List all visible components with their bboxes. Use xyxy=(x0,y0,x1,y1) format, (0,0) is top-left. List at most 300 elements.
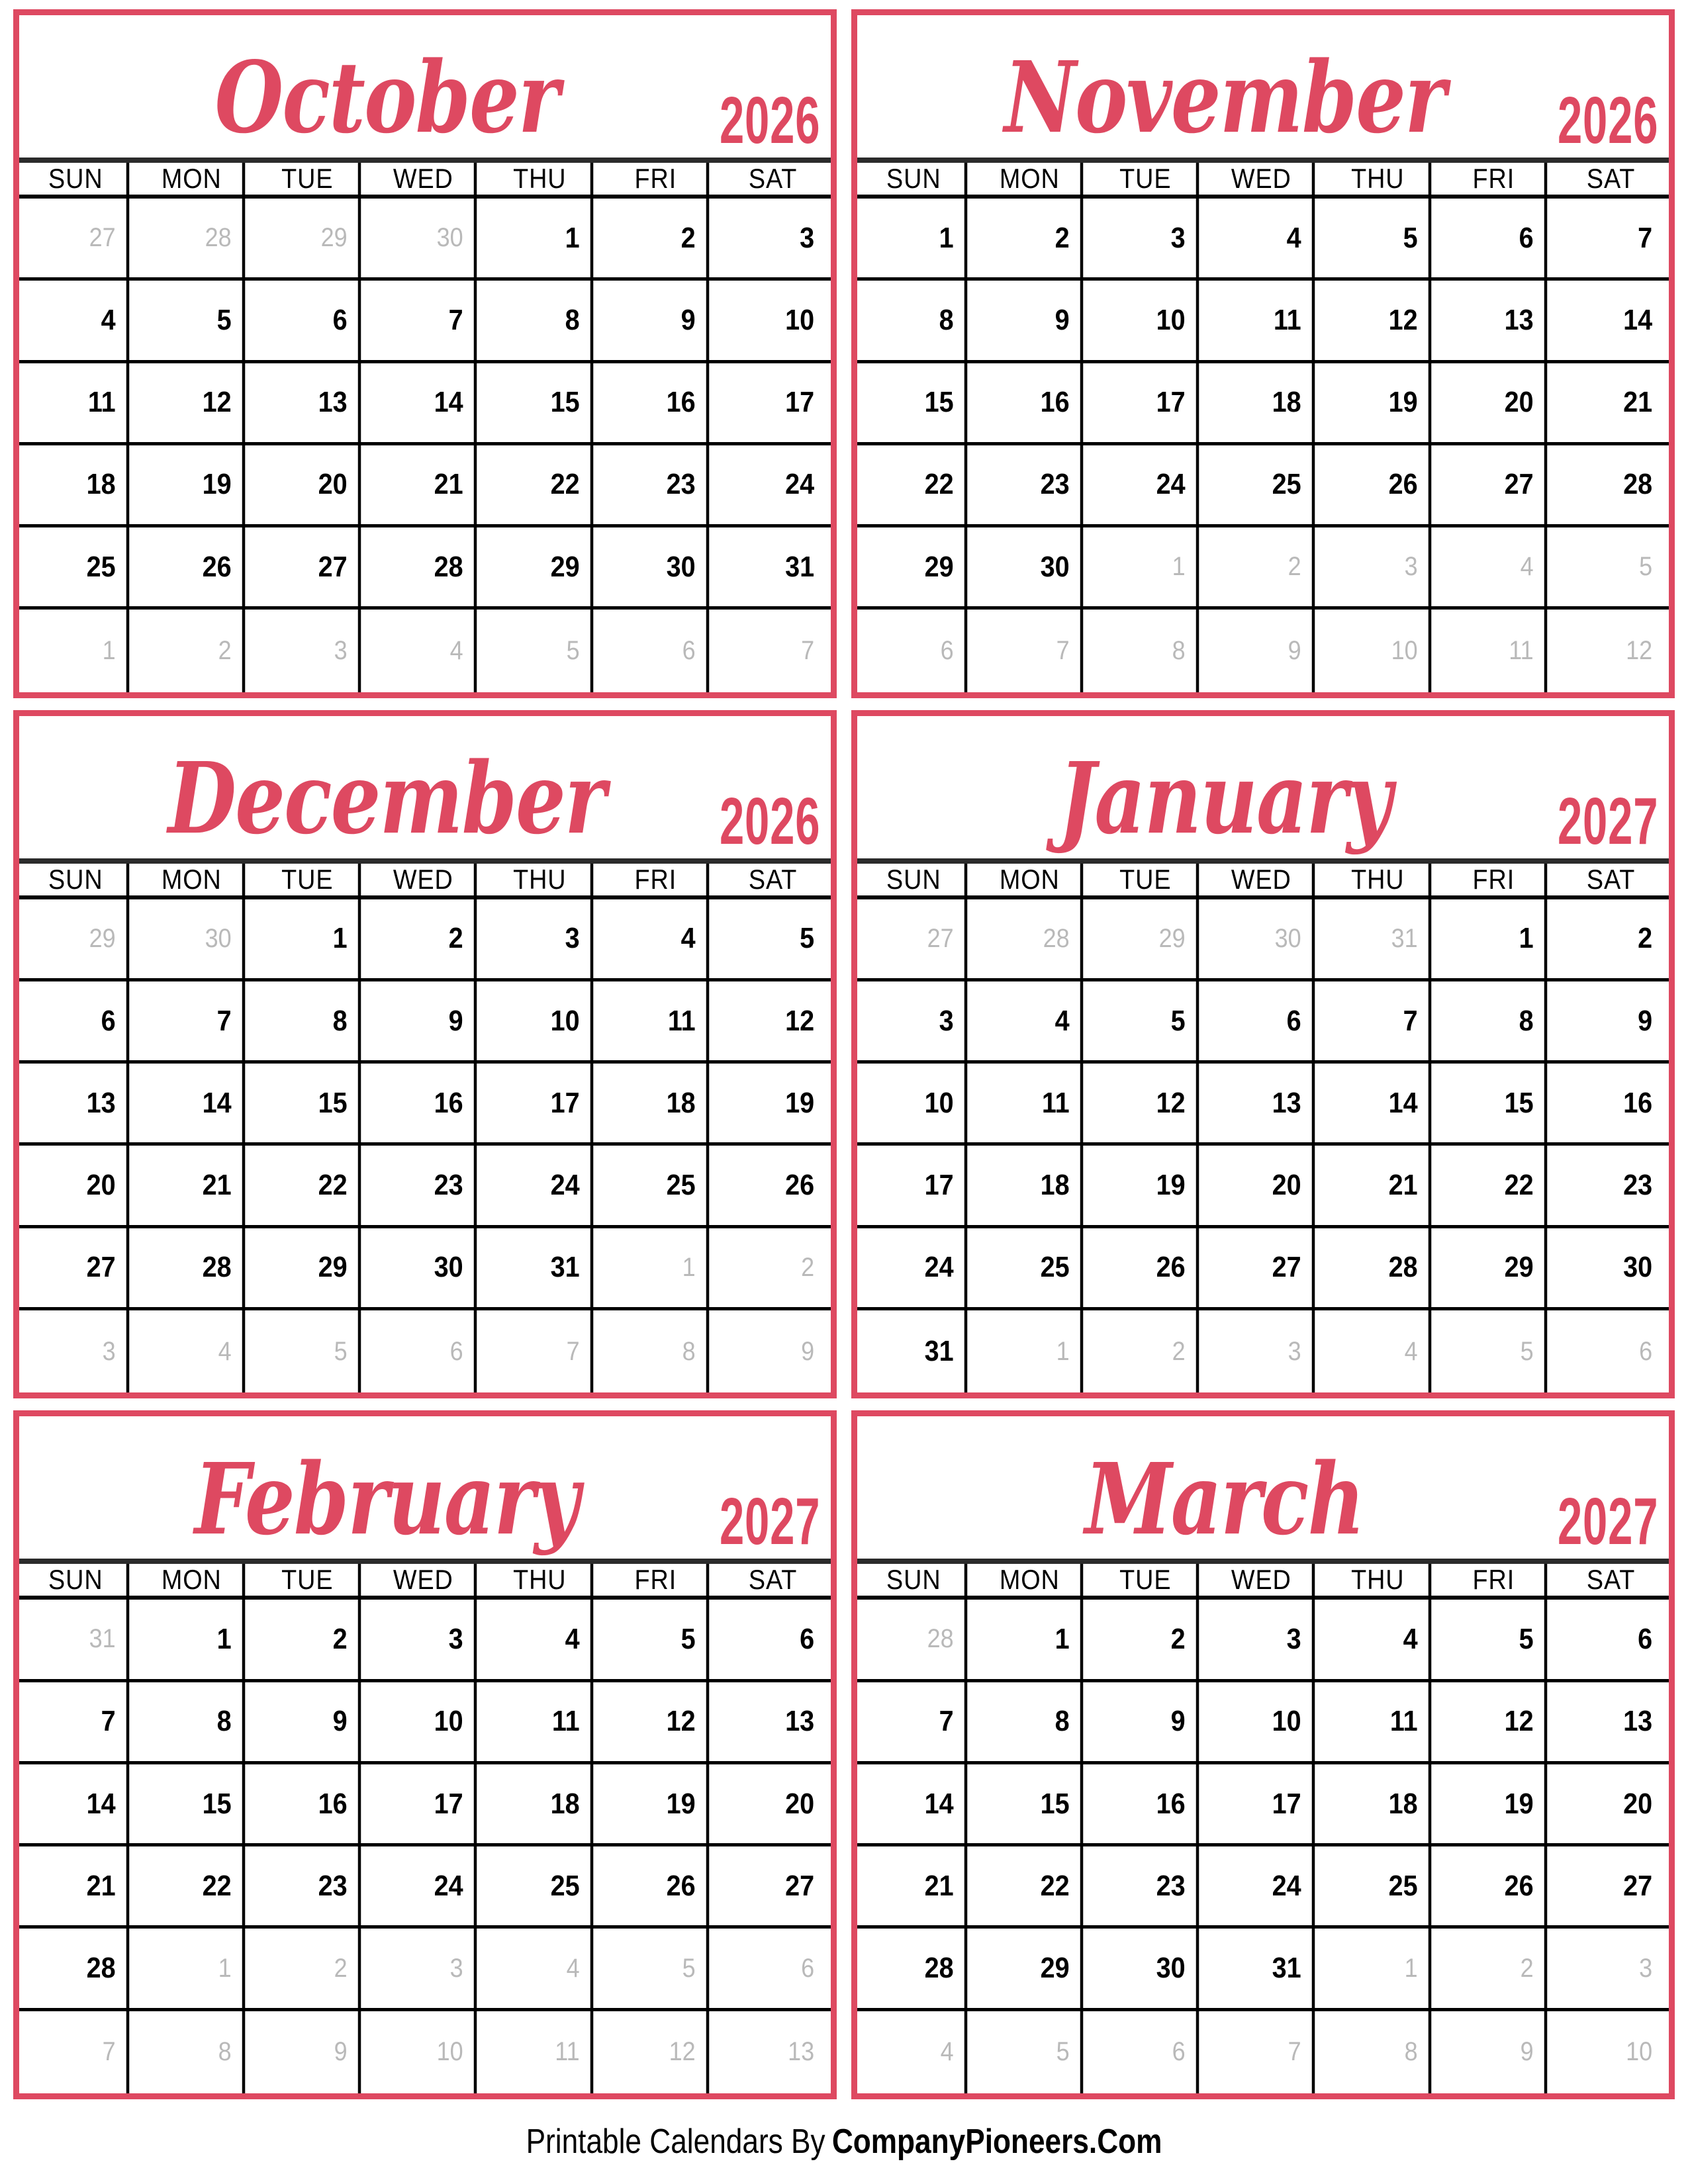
adjacent-month-day-cell[interactable]: 2 xyxy=(1095,1310,1199,1392)
day-cell[interactable]: 9 xyxy=(979,281,1084,359)
day-cell[interactable]: 15 xyxy=(1442,1064,1547,1142)
day-cell[interactable]: 24 xyxy=(1095,445,1199,524)
adjacent-month-day-cell[interactable]: 31 xyxy=(1327,899,1431,978)
day-cell[interactable]: 16 xyxy=(604,363,709,442)
week-row xyxy=(19,1310,831,1392)
adjacent-month-day-cell[interactable]: 4 xyxy=(1327,1310,1431,1392)
week-row xyxy=(857,981,1669,1064)
adjacent-month-day-cell[interactable]: 6 xyxy=(373,1310,477,1392)
adjacent-month-day-cell[interactable]: 2 xyxy=(1211,527,1315,606)
adjacent-month-day-cell[interactable]: 6 xyxy=(604,610,709,692)
day-cell[interactable]: 27 xyxy=(1211,1228,1315,1307)
weekday-header-cell: FRI xyxy=(604,1564,709,1596)
day-cell[interactable]: 7 xyxy=(1637,221,1653,254)
day-cell[interactable]: 4 xyxy=(489,1600,593,1678)
day-cell[interactable]: 28 xyxy=(373,527,477,606)
adjacent-month-day-cell[interactable]: 31 xyxy=(25,1600,130,1678)
day-cell[interactable]: 17 xyxy=(489,1064,593,1142)
week-row xyxy=(19,1682,831,1764)
day-cell[interactable]: 3 xyxy=(373,1600,477,1678)
month-name-title: December xyxy=(168,741,605,857)
adjacent-month-day-cell[interactable]: 8 xyxy=(1327,2011,1431,2093)
day-cell[interactable]: 1 xyxy=(141,1600,246,1678)
day-cell[interactable]: 10 xyxy=(784,303,815,336)
day-cell[interactable]: 17 xyxy=(373,1764,477,1843)
adjacent-month-day-cell[interactable]: 29 xyxy=(25,899,130,978)
day-cell[interactable]: 31 xyxy=(1211,1929,1315,2007)
day-cell[interactable]: 30 xyxy=(1095,1929,1199,2007)
day-cell[interactable]: 30 xyxy=(604,527,709,606)
adjacent-month-day-cell[interactable]: 9 xyxy=(257,2011,361,2093)
adjacent-month-day-cell[interactable]: 6 xyxy=(801,1953,815,1983)
adjacent-month-day-cell[interactable]: 3 xyxy=(1639,1953,1653,1983)
day-cell[interactable]: 17 xyxy=(863,1146,968,1224)
day-cell[interactable]: 9 xyxy=(257,1682,361,1761)
day-cell[interactable]: 18 xyxy=(604,1064,709,1142)
adjacent-month-day-cell[interactable]: 4 xyxy=(489,1929,593,2007)
week-row xyxy=(857,1600,1669,1682)
day-cell[interactable]: 6 xyxy=(257,281,361,359)
day-cell[interactable]: 21 xyxy=(1622,386,1653,419)
week-row xyxy=(19,363,831,445)
day-cell[interactable]: 25 xyxy=(604,1146,709,1224)
day-cell[interactable]: 29 xyxy=(257,1228,361,1307)
day-cell[interactable]: 12 xyxy=(1442,1682,1547,1761)
day-cell[interactable]: 6 xyxy=(799,1622,815,1655)
day-cell[interactable]: 5 xyxy=(1327,199,1431,277)
day-cell[interactable]: 12 xyxy=(604,1682,709,1761)
day-cell[interactable]: 16 xyxy=(1095,1764,1199,1843)
adjacent-month-day-cell[interactable]: 9 xyxy=(1442,2011,1547,2093)
month-year-label: 2027 xyxy=(1557,1484,1658,1559)
day-cell[interactable]: 26 xyxy=(604,1846,709,1925)
day-cell[interactable]: 12 xyxy=(1095,1064,1199,1142)
week-row xyxy=(857,1064,1669,1146)
day-cell[interactable]: 16 xyxy=(1622,1086,1653,1119)
day-cell[interactable]: 3 xyxy=(863,981,968,1060)
day-cell[interactable]: 11 xyxy=(604,981,709,1060)
day-cell[interactable]: 1 xyxy=(1442,899,1547,978)
day-cell[interactable]: 17 xyxy=(1211,1764,1315,1843)
day-cell[interactable]: 1 xyxy=(863,199,968,277)
adjacent-month-day-cell[interactable]: 4 xyxy=(373,610,477,692)
weekday-header-cell: SUN xyxy=(863,1564,968,1596)
day-cell[interactable]: 16 xyxy=(979,363,1084,442)
day-cell[interactable]: 21 xyxy=(141,1146,246,1224)
adjacent-month-day-cell[interactable]: 1 xyxy=(979,1310,1084,1392)
day-cell[interactable]: 28 xyxy=(863,1929,968,2007)
adjacent-month-day-cell[interactable]: 5 xyxy=(1442,1310,1547,1392)
day-cell[interactable]: 19 xyxy=(784,1086,815,1119)
weekday-header-cell: FRI xyxy=(1442,864,1547,895)
day-cell[interactable]: 8 xyxy=(1442,981,1547,1060)
adjacent-month-day-cell[interactable]: 5 xyxy=(979,2011,1084,2093)
day-cell[interactable]: 19 xyxy=(604,1764,709,1843)
adjacent-month-day-cell[interactable]: 4 xyxy=(863,2011,968,2093)
adjacent-month-day-cell[interactable]: 11 xyxy=(489,2011,593,2093)
day-cell[interactable]: 8 xyxy=(489,281,593,359)
day-cell[interactable]: 30 xyxy=(373,1228,477,1307)
month-header xyxy=(857,716,1669,858)
weekday-header-cell: WED xyxy=(373,864,477,895)
adjacent-month-day-cell[interactable]: 2 xyxy=(801,1252,815,1282)
day-cell[interactable]: 13 xyxy=(257,363,361,442)
adjacent-month-day-cell[interactable]: 3 xyxy=(373,1929,477,2007)
week-row xyxy=(19,1064,831,1146)
adjacent-month-day-cell[interactable]: 7 xyxy=(801,636,815,665)
adjacent-month-day-cell[interactable]: 2 xyxy=(1442,1929,1547,2007)
day-cell[interactable]: 2 xyxy=(979,199,1084,277)
day-cell[interactable]: 13 xyxy=(25,1064,130,1142)
day-cell[interactable]: 15 xyxy=(141,1764,246,1843)
footer-credit xyxy=(138,2099,1550,2184)
day-cell[interactable]: 21 xyxy=(863,1846,968,1925)
day-cell[interactable]: 14 xyxy=(373,363,477,442)
day-cell[interactable]: 15 xyxy=(257,1064,361,1142)
month-block xyxy=(851,9,1675,698)
adjacent-month-day-cell[interactable]: 29 xyxy=(1095,899,1199,978)
week-row xyxy=(857,899,1669,981)
day-cell[interactable]: 5 xyxy=(1442,1600,1547,1678)
day-cell[interactable]: 4 xyxy=(1327,1600,1431,1678)
day-cell[interactable]: 25 xyxy=(489,1846,593,1925)
adjacent-month-day-cell[interactable]: 30 xyxy=(141,899,246,978)
weekday-header-cell: THU xyxy=(1327,163,1431,195)
day-cell[interactable]: 8 xyxy=(257,981,361,1060)
footer-brand-link[interactable]: CompanyPioneers.Com xyxy=(831,2122,1162,2161)
day-cell[interactable]: 2 xyxy=(257,1600,361,1678)
adjacent-month-day-cell[interactable]: 7 xyxy=(25,2011,130,2093)
day-cell[interactable]: 27 xyxy=(1442,445,1547,524)
weekday-header-cell: WED xyxy=(1211,1564,1315,1596)
adjacent-month-day-cell[interactable]: 9 xyxy=(801,1336,815,1366)
day-cell[interactable]: 19 xyxy=(1095,1146,1199,1224)
weekday-header-cell: MON xyxy=(979,163,1084,195)
adjacent-month-day-cell[interactable]: 7 xyxy=(979,610,1084,692)
day-cell[interactable]: 20 xyxy=(1442,363,1547,442)
adjacent-month-day-cell[interactable]: 30 xyxy=(373,199,477,277)
day-cell[interactable]: 31 xyxy=(863,1310,968,1392)
adjacent-month-day-cell[interactable]: 4 xyxy=(141,1310,246,1392)
adjacent-month-day-cell[interactable]: 1 xyxy=(25,610,130,692)
day-cell[interactable]: 18 xyxy=(979,1146,1084,1224)
day-cell[interactable]: 28 xyxy=(1622,468,1653,501)
day-cell[interactable]: 11 xyxy=(1211,281,1315,359)
week-row xyxy=(857,1764,1669,1846)
adjacent-month-day-cell[interactable]: 1 xyxy=(1095,527,1199,606)
adjacent-month-day-cell[interactable]: 27 xyxy=(863,899,968,978)
day-cell[interactable]: 10 xyxy=(863,1064,968,1142)
adjacent-month-day-cell[interactable]: 3 xyxy=(257,610,361,692)
adjacent-month-day-cell[interactable]: 10 xyxy=(373,2011,477,2093)
day-cell[interactable]: 14 xyxy=(141,1064,246,1142)
day-cell[interactable]: 11 xyxy=(489,1682,593,1761)
day-cell[interactable]: 11 xyxy=(979,1064,1084,1142)
adjacent-month-day-cell[interactable]: 5 xyxy=(604,1929,709,2007)
day-cell[interactable]: 24 xyxy=(1211,1846,1315,1925)
day-cell[interactable]: 3 xyxy=(489,899,593,978)
day-cell[interactable]: 6 xyxy=(25,981,130,1060)
adjacent-month-day-cell[interactable]: 5 xyxy=(257,1310,361,1392)
day-cell[interactable]: 4 xyxy=(604,899,709,978)
weekday-header-cell: SAT xyxy=(748,1564,798,1596)
weekday-header-cell: FRI xyxy=(604,163,709,195)
month-block xyxy=(13,9,837,698)
day-cell[interactable]: 14 xyxy=(1622,303,1653,336)
day-cell[interactable]: 29 xyxy=(979,1929,1084,2007)
day-cell[interactable]: 27 xyxy=(784,1869,815,1902)
day-cell[interactable]: 22 xyxy=(141,1846,246,1925)
day-cell[interactable]: 30 xyxy=(979,527,1084,606)
day-cell[interactable]: 23 xyxy=(1622,1169,1653,1202)
month-header xyxy=(857,1416,1669,1559)
day-cell[interactable]: 5 xyxy=(604,1600,709,1678)
day-cell[interactable]: 5 xyxy=(799,922,815,955)
day-cell[interactable]: 22 xyxy=(1442,1146,1547,1224)
adjacent-month-day-cell[interactable]: 3 xyxy=(25,1310,130,1392)
day-cell[interactable]: 10 xyxy=(373,1682,477,1761)
day-cell[interactable]: 18 xyxy=(25,445,130,524)
adjacent-month-day-cell[interactable]: 6 xyxy=(1095,2011,1199,2093)
day-cell[interactable]: 14 xyxy=(1327,1064,1431,1142)
day-cell[interactable]: 15 xyxy=(489,363,593,442)
adjacent-month-day-cell[interactable]: 2 xyxy=(141,610,246,692)
weekday-header-cell: SAT xyxy=(748,163,798,194)
adjacent-month-day-cell[interactable]: 8 xyxy=(1095,610,1199,692)
day-cell[interactable]: 26 xyxy=(784,1169,815,1202)
day-cell[interactable]: 5 xyxy=(1095,981,1199,1060)
day-cell[interactable]: 23 xyxy=(1095,1846,1199,1925)
day-cell[interactable]: 14 xyxy=(25,1764,130,1843)
adjacent-month-day-cell[interactable]: 8 xyxy=(141,2011,246,2093)
adjacent-month-day-cell[interactable]: 12 xyxy=(604,2011,709,2093)
day-cell[interactable]: 23 xyxy=(979,445,1084,524)
day-cell[interactable]: 16 xyxy=(257,1764,361,1843)
day-cell[interactable]: 3 xyxy=(1211,1600,1315,1678)
month-header xyxy=(857,15,1669,158)
adjacent-month-day-cell[interactable]: 7 xyxy=(489,1310,593,1392)
day-cell[interactable]: 12 xyxy=(141,363,246,442)
day-cell[interactable]: 13 xyxy=(1622,1705,1653,1738)
day-cell[interactable]: 25 xyxy=(979,1228,1084,1307)
weekday-header-cell: WED xyxy=(1211,163,1315,195)
day-cell[interactable]: 26 xyxy=(1442,1846,1547,1925)
day-cell[interactable]: 12 xyxy=(1327,281,1431,359)
month-year-label: 2026 xyxy=(719,784,820,858)
adjacent-month-day-cell[interactable]: 8 xyxy=(604,1310,709,1392)
day-cell[interactable]: 2 xyxy=(373,899,477,978)
day-cell[interactable]: 13 xyxy=(1211,1064,1315,1142)
day-cell[interactable]: 23 xyxy=(257,1846,361,1925)
adjacent-month-day-cell[interactable]: 6 xyxy=(1639,1336,1653,1366)
day-cell[interactable]: 15 xyxy=(979,1764,1084,1843)
week-row xyxy=(19,281,831,363)
adjacent-month-day-cell[interactable]: 4 xyxy=(1442,527,1547,606)
adjacent-month-day-cell[interactable]: 1 xyxy=(141,1929,246,2007)
day-cell[interactable]: 3 xyxy=(1095,199,1199,277)
adjacent-month-day-cell[interactable]: 27 xyxy=(25,199,130,277)
adjacent-month-day-cell[interactable]: 6 xyxy=(863,610,968,692)
day-cell[interactable]: 4 xyxy=(1211,199,1315,277)
day-cell[interactable]: 18 xyxy=(1327,1764,1431,1843)
week-row xyxy=(19,1764,831,1846)
adjacent-month-day-cell[interactable]: 30 xyxy=(1211,899,1315,978)
day-cell[interactable]: 21 xyxy=(373,445,477,524)
day-cell[interactable]: 20 xyxy=(25,1146,130,1224)
day-cell[interactable]: 27 xyxy=(1622,1869,1653,1902)
adjacent-month-day-cell[interactable]: 13 xyxy=(787,2037,815,2067)
day-cell[interactable]: 1 xyxy=(489,199,593,277)
day-cell[interactable]: 6 xyxy=(1442,199,1547,277)
day-cell[interactable]: 8 xyxy=(979,1682,1084,1761)
day-cell[interactable]: 25 xyxy=(1211,445,1315,524)
adjacent-month-day-cell[interactable]: 12 xyxy=(1625,636,1653,665)
day-cell[interactable]: 8 xyxy=(141,1682,246,1761)
day-cell[interactable]: 10 xyxy=(489,981,593,1060)
adjacent-month-day-cell[interactable]: 10 xyxy=(1625,2037,1653,2067)
day-cell[interactable]: 28 xyxy=(25,1929,130,2007)
month-header xyxy=(19,716,831,858)
day-cell[interactable]: 7 xyxy=(373,281,477,359)
day-cell[interactable]: 9 xyxy=(1637,1004,1653,1037)
weekday-header-cell: MON xyxy=(979,864,1084,895)
day-cell[interactable]: 9 xyxy=(373,981,477,1060)
weekday-header-cell: FRI xyxy=(1442,1564,1547,1596)
adjacent-month-day-cell[interactable]: 3 xyxy=(1211,1310,1315,1392)
day-cell[interactable]: 1 xyxy=(979,1600,1084,1678)
week-row xyxy=(857,527,1669,610)
week-row xyxy=(857,281,1669,363)
day-cell[interactable]: 28 xyxy=(141,1228,246,1307)
adjacent-month-day-cell[interactable]: 28 xyxy=(141,199,246,277)
weekday-header-row xyxy=(857,858,1669,899)
day-cell[interactable]: 4 xyxy=(25,281,130,359)
adjacent-month-day-cell[interactable]: 3 xyxy=(1327,527,1431,606)
adjacent-month-day-cell[interactable]: 28 xyxy=(863,1600,968,1678)
day-cell[interactable]: 6 xyxy=(1637,1622,1653,1655)
day-cell[interactable]: 9 xyxy=(1095,1682,1199,1761)
day-cell[interactable]: 20 xyxy=(257,445,361,524)
adjacent-month-day-cell[interactable]: 1 xyxy=(604,1228,709,1307)
day-cell[interactable]: 24 xyxy=(863,1228,968,1307)
day-cell[interactable]: 11 xyxy=(25,363,130,442)
adjacent-month-day-cell[interactable]: 7 xyxy=(1211,2011,1315,2093)
month-block xyxy=(851,1410,1675,2099)
day-cell[interactable]: 7 xyxy=(25,1682,130,1761)
day-cell[interactable]: 20 xyxy=(1211,1146,1315,1224)
day-cell[interactable]: 6 xyxy=(1211,981,1315,1060)
day-cell[interactable]: 3 xyxy=(799,221,815,254)
adjacent-month-day-cell[interactable]: 5 xyxy=(489,610,593,692)
day-cell[interactable]: 7 xyxy=(863,1682,968,1761)
day-cell[interactable]: 2 xyxy=(604,199,709,277)
day-cell[interactable]: 27 xyxy=(257,527,361,606)
adjacent-month-day-cell[interactable]: 10 xyxy=(1327,610,1431,692)
day-cell[interactable]: 2 xyxy=(1637,922,1653,955)
month-header xyxy=(19,15,831,158)
day-cell[interactable]: 13 xyxy=(1442,281,1547,359)
day-cell[interactable]: 12 xyxy=(784,1004,815,1037)
day-cell[interactable]: 20 xyxy=(1622,1787,1653,1820)
adjacent-month-day-cell[interactable]: 5 xyxy=(1639,552,1653,582)
day-cell[interactable]: 18 xyxy=(489,1764,593,1843)
day-cell[interactable]: 29 xyxy=(863,527,968,606)
day-cell[interactable]: 7 xyxy=(141,981,246,1060)
day-cell[interactable]: 1 xyxy=(257,899,361,978)
day-cell[interactable]: 17 xyxy=(784,386,815,419)
day-cell[interactable]: 22 xyxy=(863,445,968,524)
day-cell[interactable]: 27 xyxy=(25,1228,130,1307)
day-cell[interactable]: 24 xyxy=(784,468,815,501)
month-name-title: March xyxy=(1085,1441,1364,1557)
day-cell[interactable]: 19 xyxy=(141,445,246,524)
day-cell[interactable]: 11 xyxy=(1327,1682,1431,1761)
footer-prefix-label: Printable Calendars By xyxy=(526,2122,825,2161)
adjacent-month-day-cell[interactable]: 28 xyxy=(979,899,1084,978)
day-cell[interactable]: 13 xyxy=(784,1705,815,1738)
day-cell[interactable]: 26 xyxy=(1095,1228,1199,1307)
adjacent-month-day-cell[interactable]: 1 xyxy=(1327,1929,1431,2007)
day-cell[interactable]: 19 xyxy=(1327,363,1431,442)
week-row xyxy=(19,610,831,692)
day-cell[interactable]: 29 xyxy=(1442,1228,1547,1307)
day-cell[interactable]: 22 xyxy=(257,1146,361,1224)
day-cell[interactable]: 25 xyxy=(1327,1846,1431,1925)
adjacent-month-day-cell[interactable]: 11 xyxy=(1442,610,1547,692)
day-cell[interactable]: 10 xyxy=(1211,1682,1315,1761)
day-cell[interactable]: 18 xyxy=(1211,363,1315,442)
day-cell[interactable]: 20 xyxy=(784,1787,815,1820)
day-cell[interactable]: 21 xyxy=(25,1846,130,1925)
day-cell[interactable]: 14 xyxy=(863,1764,968,1843)
adjacent-month-day-cell[interactable]: 2 xyxy=(257,1929,361,2007)
day-cell[interactable]: 19 xyxy=(1442,1764,1547,1843)
day-cell[interactable]: 2 xyxy=(1095,1600,1199,1678)
day-cell[interactable]: 5 xyxy=(141,281,246,359)
day-cell[interactable]: 23 xyxy=(604,445,709,524)
adjacent-month-day-cell[interactable]: 29 xyxy=(257,199,361,277)
day-cell[interactable]: 15 xyxy=(863,363,968,442)
day-cell[interactable]: 22 xyxy=(979,1846,1084,1925)
day-cell[interactable]: 30 xyxy=(1622,1251,1653,1284)
day-cell[interactable]: 17 xyxy=(1095,363,1199,442)
weekday-header-cell: WED xyxy=(373,163,477,195)
day-cell[interactable]: 7 xyxy=(1327,981,1431,1060)
day-cell[interactable]: 26 xyxy=(1327,445,1431,524)
day-cell[interactable]: 4 xyxy=(979,981,1084,1060)
week-row xyxy=(857,610,1669,692)
day-cell[interactable]: 31 xyxy=(489,1228,593,1307)
day-cell[interactable]: 8 xyxy=(863,281,968,359)
adjacent-month-day-cell[interactable]: 9 xyxy=(1211,610,1315,692)
day-cell[interactable]: 31 xyxy=(784,550,815,583)
day-cell[interactable]: 28 xyxy=(1327,1228,1431,1307)
day-cell[interactable]: 24 xyxy=(373,1846,477,1925)
day-cell[interactable]: 10 xyxy=(1095,281,1199,359)
day-cell[interactable]: 25 xyxy=(25,527,130,606)
day-cell[interactable]: 23 xyxy=(373,1146,477,1224)
weekday-header-cell: FRI xyxy=(1442,163,1547,195)
day-cell[interactable]: 29 xyxy=(489,527,593,606)
day-cell[interactable]: 21 xyxy=(1327,1146,1431,1224)
weekday-header-cell: MON xyxy=(141,1564,246,1596)
day-cell[interactable]: 24 xyxy=(489,1146,593,1224)
day-cell[interactable]: 16 xyxy=(373,1064,477,1142)
day-cell[interactable]: 22 xyxy=(489,445,593,524)
day-cell[interactable]: 26 xyxy=(141,527,246,606)
month-year-label: 2026 xyxy=(1557,83,1658,158)
day-cell[interactable]: 9 xyxy=(604,281,709,359)
